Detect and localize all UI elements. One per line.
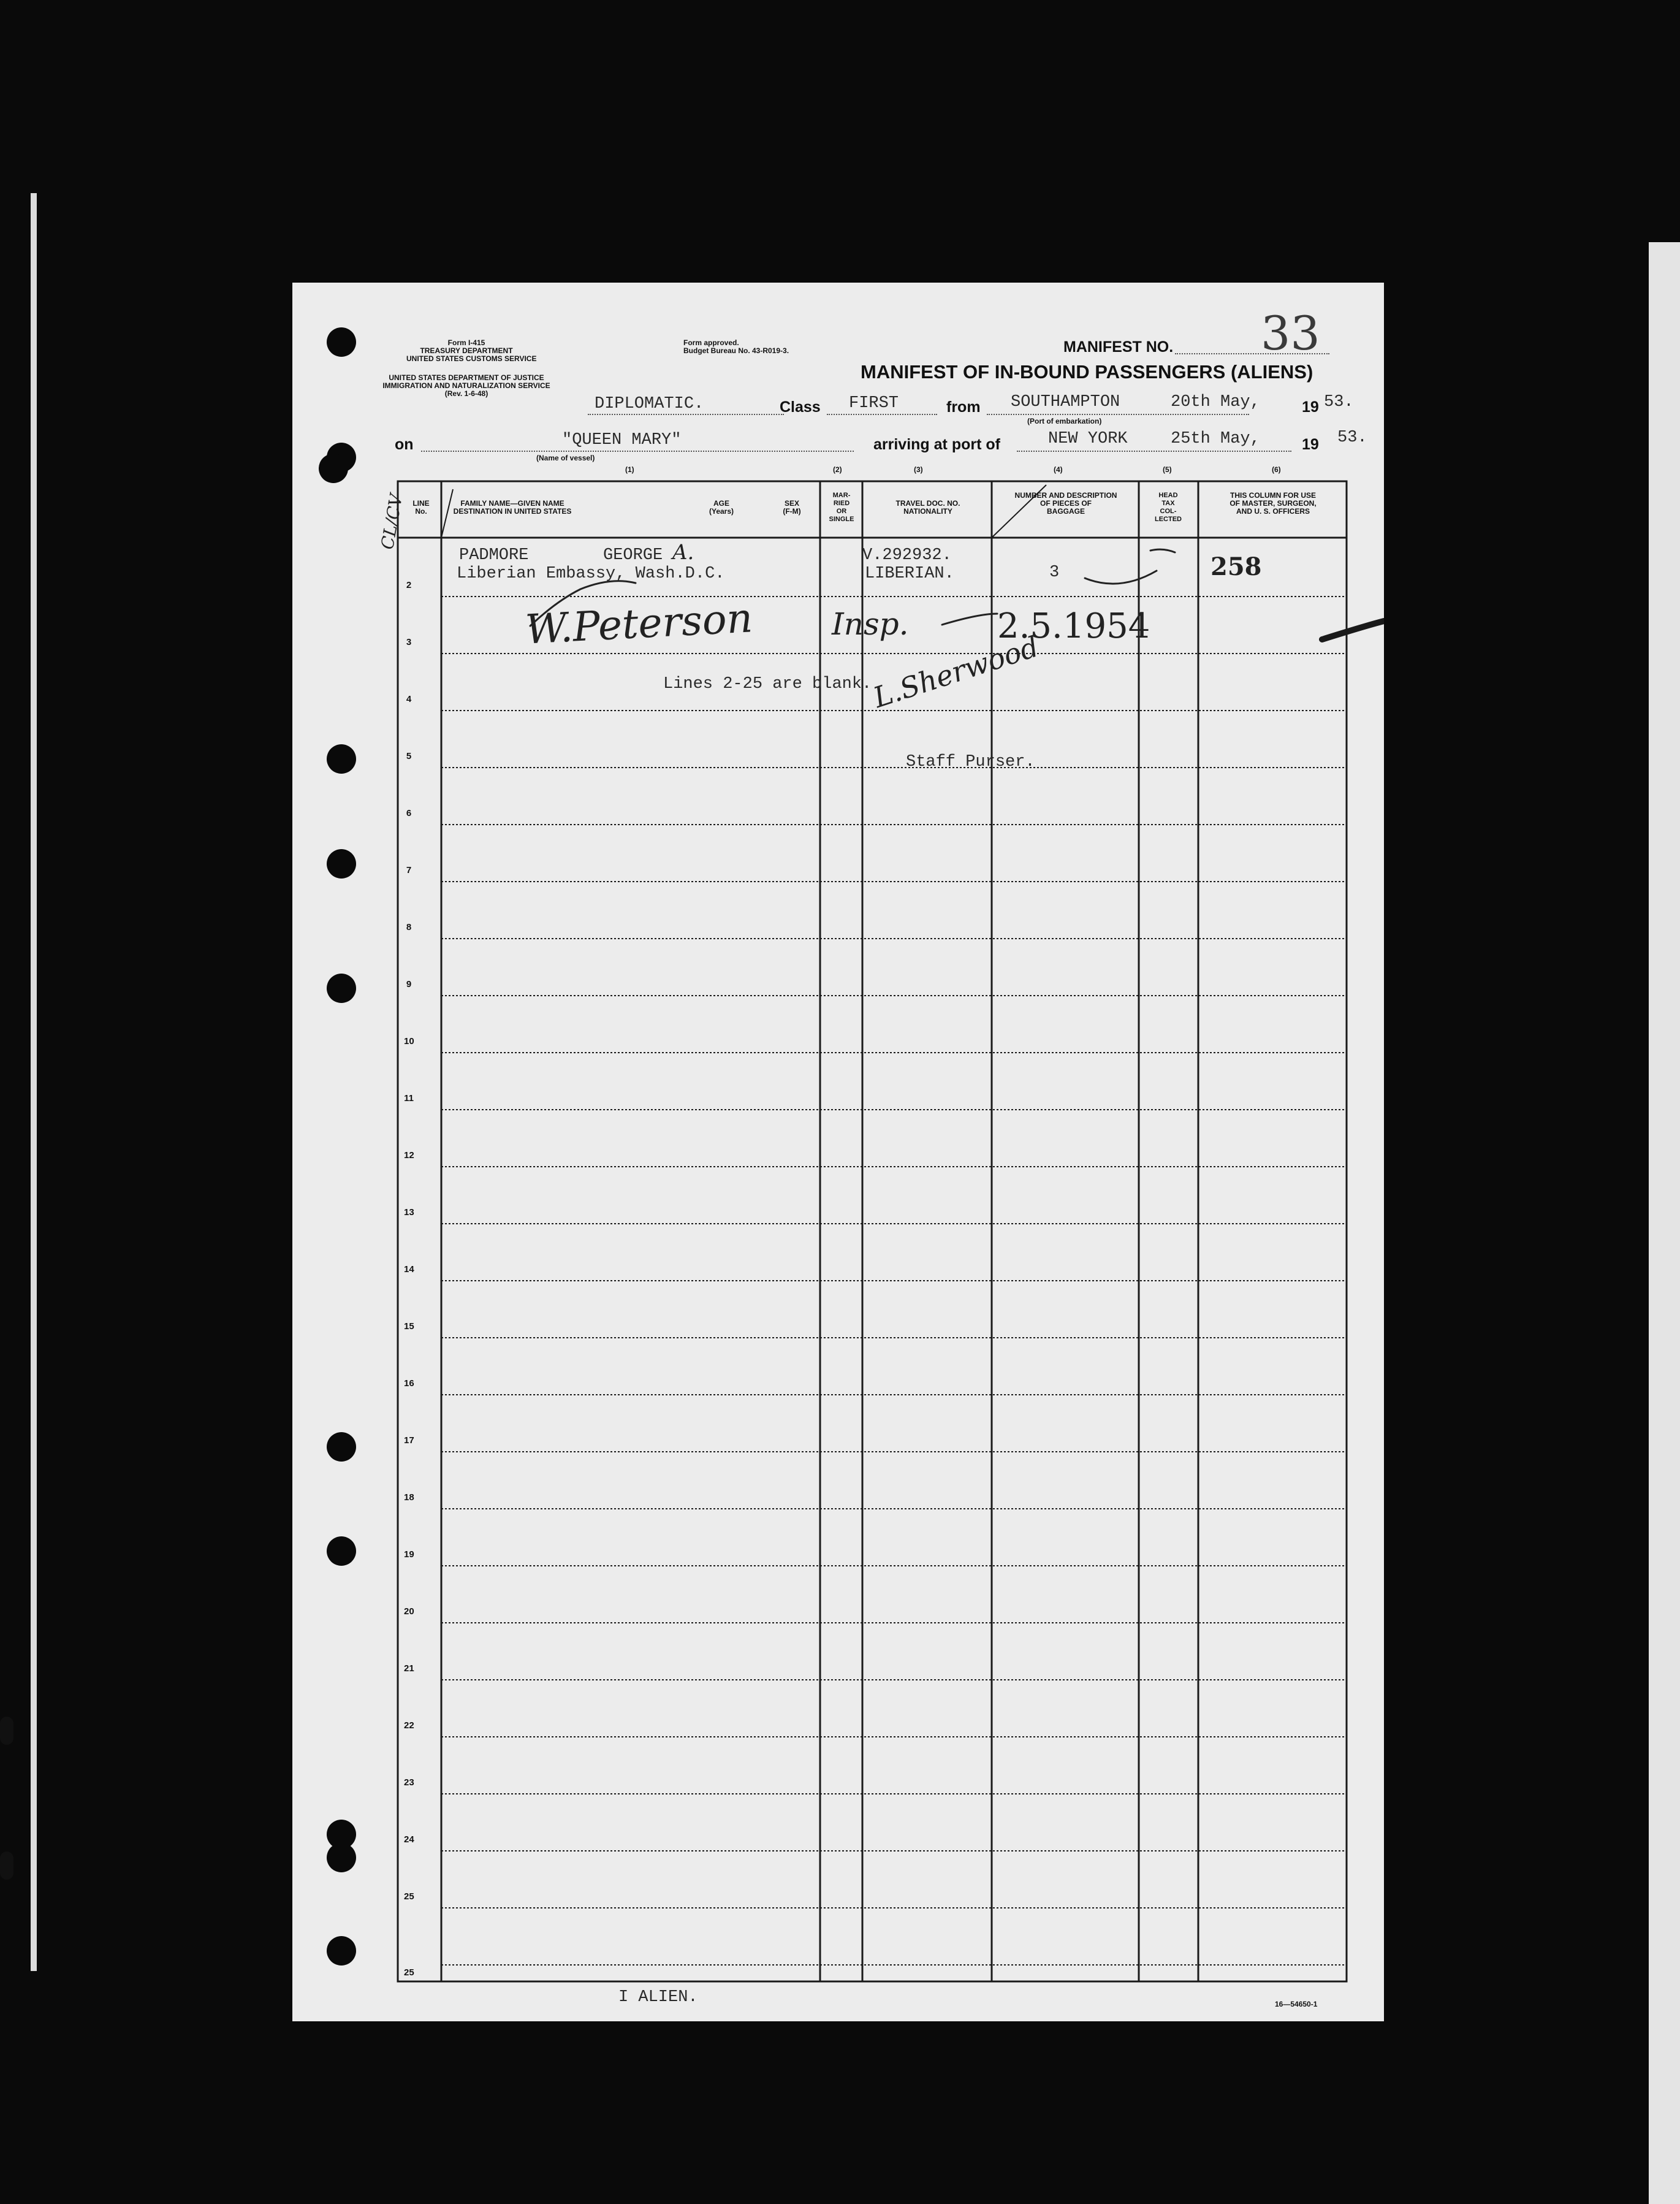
passenger-middle-initial: A. <box>672 540 694 565</box>
justice-dept: UNITED STATES DEPARTMENT OF JUSTICE <box>389 373 544 382</box>
blank-lines-note: Lines 2-25 are blank. <box>663 675 872 693</box>
column-number-5: (5) <box>1163 465 1172 474</box>
header-sex: SEX (F-M) <box>783 499 801 516</box>
passenger-destination: Liberian Embassy, Wash.D.C. <box>457 565 725 583</box>
purser-signature: L.Sherwood <box>869 630 1043 714</box>
travel-doc-number: V.292932. <box>862 546 952 565</box>
row-number: 10 <box>404 1036 414 1047</box>
embarkation-caption: (Port of embarkation) <box>1027 417 1102 425</box>
row-number: 20 <box>404 1606 414 1617</box>
header-name-destination: FAMILY NAME—GIVEN NAME DESTINATION IN UNITED STATES <box>453 499 572 516</box>
row-number: 25 <box>404 1891 414 1902</box>
row-number: 11 <box>404 1093 414 1104</box>
margin-annotation: CL/CV <box>377 492 407 551</box>
port-of-embarkation: SOUTHAMPTON <box>1011 393 1120 411</box>
print-code: 16—54650-1 <box>1275 2000 1318 2008</box>
customs-service: UNITED STATES CUSTOMS SERVICE <box>406 354 537 363</box>
row-number: 19 <box>404 1549 414 1560</box>
purser-title: Staff Purser. <box>906 753 1035 771</box>
column-number-1: (1) <box>625 465 634 474</box>
film-margin-hole <box>0 1851 13 1880</box>
treasury-dept: TREASURY DEPARTMENT <box>420 346 513 355</box>
baggage-count: 3 <box>1049 563 1060 582</box>
date-stamp: 2.5.1954 <box>997 606 1150 646</box>
inspector-title: Insp. <box>832 606 909 642</box>
row-number: 22 <box>404 1720 414 1731</box>
column-number-4: (4) <box>1054 465 1063 474</box>
form-approved: Form approved. <box>683 338 739 347</box>
row-number: 15 <box>404 1321 414 1332</box>
row-number: 14 <box>404 1264 414 1275</box>
row-number: 6 <box>406 808 412 818</box>
column-number-2: (2) <box>833 465 842 474</box>
vessel-name: "QUEEN MARY" <box>562 431 682 449</box>
row-number: 17 <box>404 1435 414 1446</box>
alien-count: I ALIEN. <box>618 1988 698 2007</box>
row-number: 4 <box>406 694 412 704</box>
arrival-year: 53. <box>1337 429 1367 447</box>
row-number-last: 25 <box>404 1967 414 1978</box>
row-number: 2 <box>406 580 412 590</box>
header-travel-doc: TRAVEL DOC. NO. NATIONALITY <box>895 499 960 516</box>
arrival-port: NEW YORK <box>1048 430 1128 448</box>
from-label: from <box>946 398 981 416</box>
form-revision: (Rev. 1-6-48) <box>444 389 488 398</box>
adjacent-page-edge-right <box>1649 242 1680 2204</box>
departure-date: 20th May, <box>1171 393 1260 411</box>
row-number: 24 <box>404 1834 414 1845</box>
header-baggage: NUMBER AND DESCRIPTION OF PIECES OF BAGGAGE <box>1014 491 1117 516</box>
officer-number: 258 <box>1211 552 1262 581</box>
manifest-number: 33 <box>1261 306 1320 360</box>
passenger-given-name: GEORGE <box>603 546 663 565</box>
arrival-year-prefix: 19 <box>1302 436 1319 453</box>
film-margin-hole <box>0 1717 13 1745</box>
passenger-family-name: PADMORE <box>459 546 529 565</box>
row-number: 5 <box>406 751 412 761</box>
class-value: FIRST <box>849 394 899 413</box>
ins-service: IMMIGRATION AND NATURALIZATION SERVICE <box>382 381 550 390</box>
header-officers: THIS COLUMN FOR USE OF MASTER, SURGEON, AND U. S. OFFICERS <box>1230 491 1317 516</box>
on-label: on <box>395 436 414 453</box>
header-age: AGE (Years) <box>709 499 734 516</box>
form-number: Form I-415 <box>447 338 485 347</box>
inspector-signature: W.Peterson <box>524 594 754 654</box>
manifest-no-label: MANIFEST NO. <box>1063 338 1174 356</box>
arriving-label: arriving at port of <box>873 436 1000 453</box>
row-number: 7 <box>406 865 412 875</box>
manifest-table-grid <box>292 283 1384 2021</box>
adjacent-page-edge-left <box>31 193 37 1971</box>
header-married: MAR- RIED OR SINGLE <box>829 492 854 523</box>
manifest-page <box>292 283 1384 2021</box>
row-number: 3 <box>406 637 412 647</box>
manifest-category: DIPLOMATIC. <box>595 395 704 413</box>
row-number: 23 <box>404 1777 414 1788</box>
row-number: 16 <box>404 1378 414 1389</box>
row-number: 9 <box>406 979 412 990</box>
vessel-caption: (Name of vessel) <box>536 454 595 462</box>
class-label: Class <box>780 398 821 416</box>
arrival-date: 25th May, <box>1171 430 1260 448</box>
row-number: 8 <box>406 922 412 932</box>
departure-year-prefix: 19 <box>1302 398 1319 416</box>
column-number-6: (6) <box>1272 465 1281 474</box>
budget-bureau: Budget Bureau No. 43-R019-3. <box>683 346 789 355</box>
manifest-title: MANIFEST OF IN-BOUND PASSENGERS (ALIENS) <box>861 361 1313 383</box>
row-number: 13 <box>404 1207 414 1218</box>
row-number: 21 <box>404 1663 414 1674</box>
column-number-3: (3) <box>914 465 923 474</box>
departure-year: 53. <box>1324 393 1354 411</box>
header-line-no: LINE No. <box>412 499 430 516</box>
row-number: 12 <box>404 1150 414 1161</box>
nationality: LIBERIAN. <box>865 565 954 583</box>
row-number: 18 <box>404 1492 414 1503</box>
header-head-tax: HEAD TAX COL- LECTED <box>1155 492 1182 523</box>
